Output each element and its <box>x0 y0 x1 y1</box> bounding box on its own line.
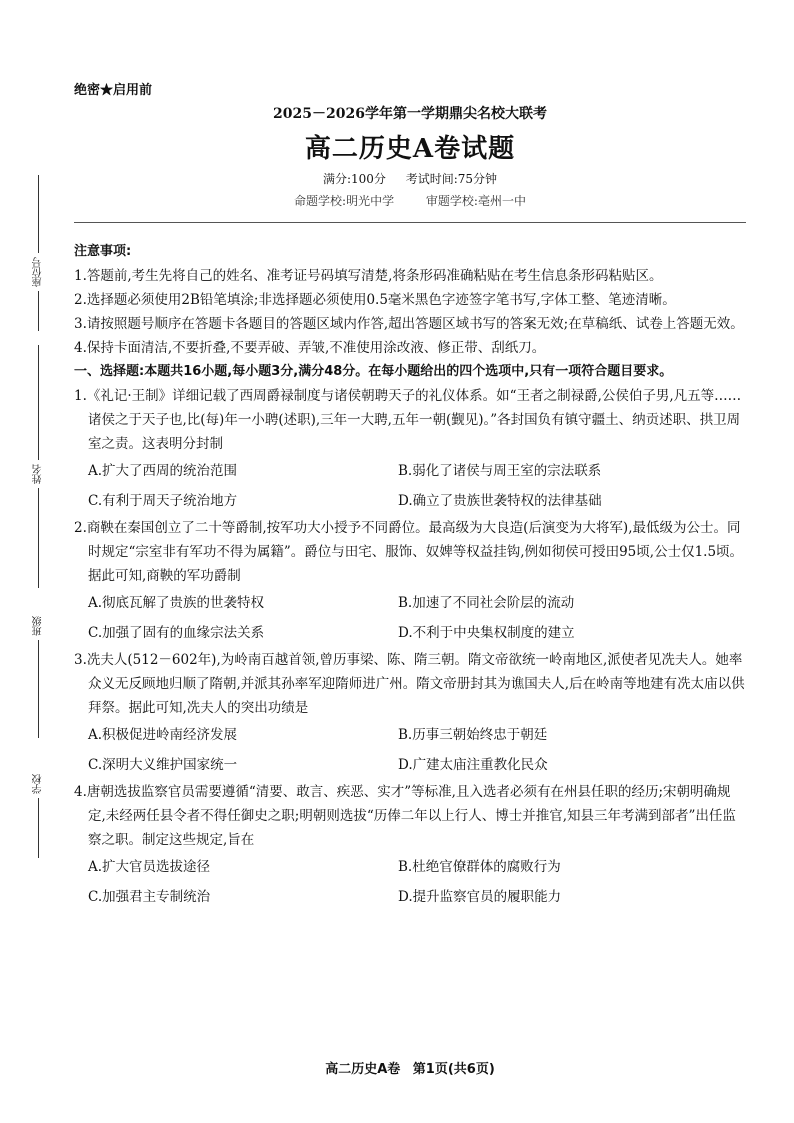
footer-subject: 高二历史A卷 <box>325 1062 401 1077</box>
option-c: C.加强君主专制统治 <box>88 889 211 905</box>
question-stem: 2.商鞅在秦国创立了二十等爵制,按军功大小授予不同爵位。最高级为大良造(后演变为大将军),最低级为公士。同时规定“宗室非有军功不得为属籍”。爵位与田宅、服饰、奴婢等权益挂钩,例如彻侯可授田95顷,公士仅1.5顷。据此可知,商鞅的军功爵制 <box>74 520 744 584</box>
exam-content <box>74 240 746 912</box>
exam-name: 2025－2026学年第一学期鼎尖名校大联考 <box>273 106 547 122</box>
option-d: D.不利于中央集权制度的建立 <box>398 625 575 641</box>
option-b: B.弱化了诸侯与周王室的宗法联系 <box>398 463 602 479</box>
confidential-mark: 绝密★启用前 <box>74 83 153 98</box>
option-d: D.广建太庙注重教化民众 <box>398 757 548 773</box>
full-score: 满分:100分 <box>322 172 386 186</box>
duration: 考试时间:75分钟 <box>405 172 498 186</box>
name-line-lower <box>38 488 39 588</box>
question-stem: 3.冼夫人(512－602年),为岭南百越首领,曾历事梁、陈、隋三朝。隋文帝欲统一岭南地区,派使者见冼夫人。她率众义无反顾地归顺了隋朝,并派其孙率军迎隋师进广州。隋文帝册封其为谯国夫人,后在岭南等地建有冼太庙以供拜祭。据此可知,冼夫人的突出功绩是 <box>74 652 745 716</box>
exam-meta <box>74 170 746 187</box>
author-school: 命题学校:明光中学 <box>294 194 395 208</box>
header-divider <box>74 222 746 223</box>
name-line <box>38 345 39 460</box>
option-c: C.加强了固有的血缘宗法关系 <box>88 625 265 641</box>
question-options <box>74 723 746 777</box>
page-title: 高二历史A卷试题 <box>304 134 516 164</box>
question-3 <box>74 648 746 777</box>
seat-number-line-lower <box>38 291 39 331</box>
option-c: C.深明大义维护国家统一 <box>88 757 238 773</box>
school-field <box>29 770 47 858</box>
question-stem: 4.唐朝选拔监察官员需要遵循“清要、敢言、疾恶、实才”等标准,且入选者必须有在州县任职的经历;宋朝明确规定,未经两任县令者不得任御史之职;明朝则选拔“历俸二年以上行人、博士并推官,知县三年考满到部者”出任监察之职。制定这些规定,旨在 <box>74 784 736 848</box>
notice-item: 1.答题前,考生先将自己的姓名、准考证号码填写清楚,将条形码准确粘贴在考生信息条形码粘贴区。 <box>74 268 663 284</box>
question-options <box>74 855 746 909</box>
notice-item: 4.保持卡面清洁,不要折叠,不要弄破、弄皱,不准使用涂改液、修正带、刮纸刀。 <box>74 340 546 356</box>
question-1 <box>74 384 746 513</box>
notice-item: 2.选择题必须使用2B铅笔填涂;非选择题必须使用0.5毫米黑色字迹签字笔书写,字体工整、笔迹清晰。 <box>74 292 676 308</box>
section-heading: 一、选择题:本题共16小题,每小题3分,满分48分。在每小题给出的四个选项中,只有一项符合题目要求。 <box>74 364 673 379</box>
seat-number-line <box>38 175 39 253</box>
option-d: D.提升监察官员的履职能力 <box>398 889 562 905</box>
review-school: 审题学校:亳州一中 <box>425 194 526 208</box>
option-b: B.加速了不同社会阶层的流动 <box>398 595 575 611</box>
footer-page: 第1页(共6页) <box>412 1062 495 1077</box>
page-footer <box>74 1058 746 1077</box>
question-2 <box>74 516 746 645</box>
option-b: B.历事三朝始终忠于朝廷 <box>398 727 548 743</box>
option-a: A.扩大官员选拔途径 <box>88 859 211 875</box>
name-field <box>29 345 47 588</box>
seat-number-field <box>29 175 47 331</box>
question-options <box>74 459 746 513</box>
schools-line <box>74 192 746 209</box>
option-c: C.有利于周天子统治地方 <box>88 493 238 509</box>
class-line <box>38 640 39 738</box>
class-label: 班级 <box>32 616 44 636</box>
question-options <box>74 591 746 645</box>
notice-heading: 注意事项: <box>74 244 132 259</box>
question-4 <box>74 780 746 909</box>
school-line <box>38 798 39 858</box>
class-field <box>29 612 47 738</box>
question-stem: 1.《礼记·王制》详细记载了西周爵禄制度与诸侯朝聘天子的礼仪体系。如“王者之制禄爵,公侯伯子男,凡五等……诸侯之于天子也,比(每)年一小聘(述职),三年一大聘,五年一朝(觐见)。”各封国负有镇守疆土、纳贡述职、拱卫周室之责。这表明分封制 <box>74 388 742 452</box>
option-a: A.扩大了西周的统治范围 <box>88 463 238 479</box>
option-a: A.积极促进岭南经济发展 <box>88 727 238 743</box>
option-b: B.杜绝官僚群体的腐败行为 <box>398 859 561 875</box>
option-d: D.确立了贵族世袭特权的法律基础 <box>398 493 602 509</box>
notice-item: 3.请按照题号顺序在答题卡各题目的答题区域内作答,超出答题区域书写的答案无效;在草稿纸、试卷上答题无效。 <box>74 316 744 332</box>
name-label: 姓名 <box>32 464 44 484</box>
option-a: A.彻底瓦解了贵族的世袭特权 <box>88 595 265 611</box>
school-label: 学校 <box>32 774 44 794</box>
seat-number-label: 座位号 <box>32 257 44 287</box>
